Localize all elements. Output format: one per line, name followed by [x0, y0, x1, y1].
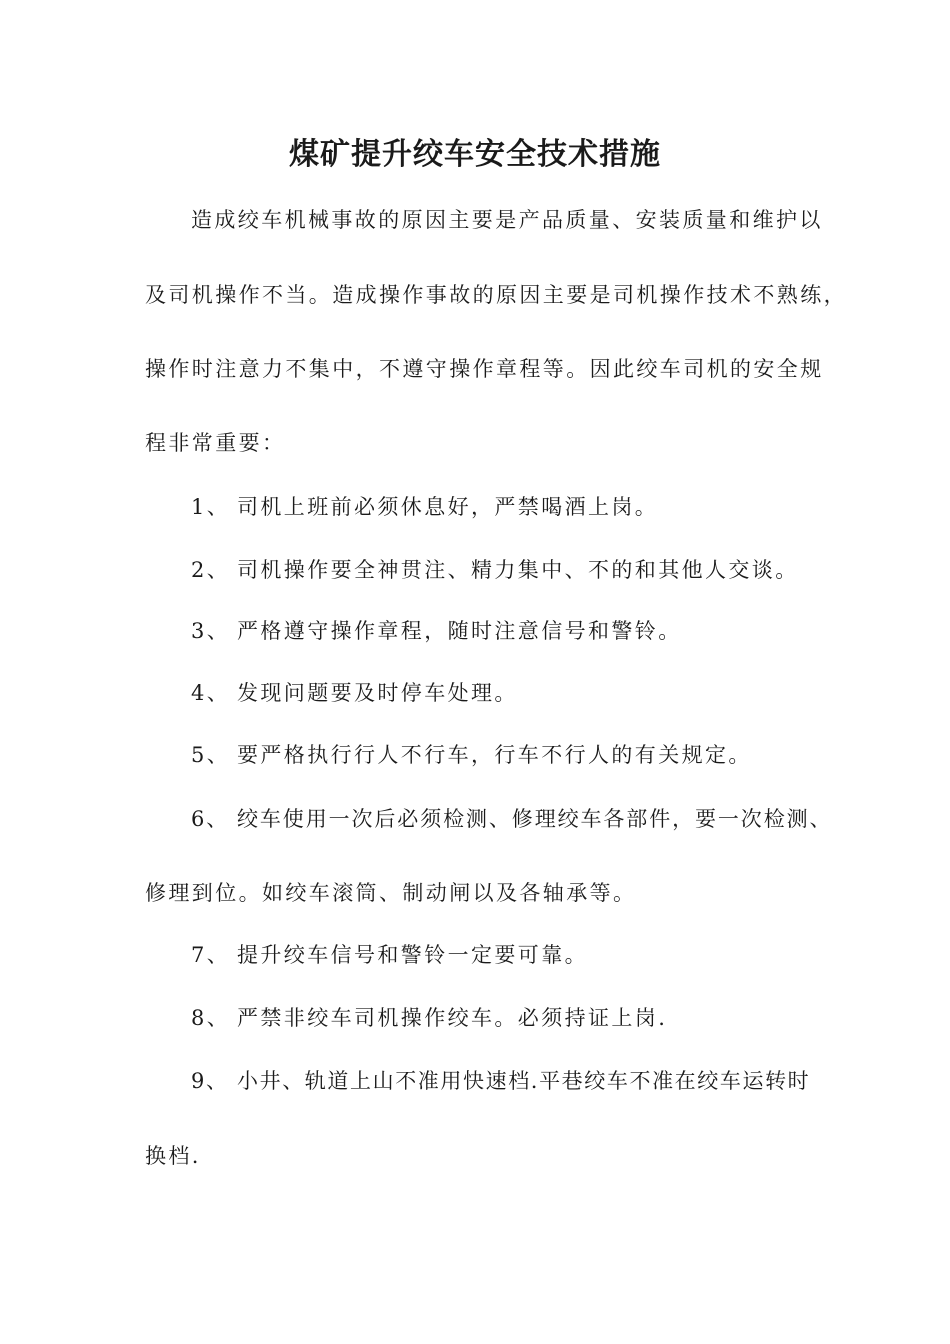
list-item-text: 严格遵守操作章程，随时注意信号和警铃。 [237, 619, 682, 643]
list-item-number: 8、 [191, 1006, 231, 1030]
list-item-number: 6、 [191, 807, 230, 831]
list-item [191, 940, 588, 970]
list-item [191, 1066, 810, 1096]
list-item [191, 678, 518, 708]
document-title: 煤矿提升绞车安全技术措施 [289, 137, 661, 172]
list-item-number: 2、 [191, 558, 231, 582]
list-item-number: 1、 [191, 495, 231, 519]
list-item-number: 9、 [191, 1069, 229, 1093]
list-item-number: 7、 [191, 943, 231, 967]
list-item-text: 司机操作要全神贯注、精力集中、不的和其他人交谈。 [237, 558, 799, 582]
list-item [191, 1003, 667, 1033]
intro-line-4: 程非常重要： [145, 431, 286, 455]
list-item-text: 提升绞车信号和警铃一定要可靠。 [237, 943, 588, 967]
list-item [191, 616, 682, 646]
intro-line-1: 造成绞车机械事故的原因主要是产品质量、安装质量和维护以 [191, 208, 823, 232]
intro-line-2: 及司机操作不当。造成操作事故的原因主要是司机操作技术不熟练， [145, 283, 847, 307]
list-item [191, 804, 832, 834]
list-item-continuation: 修理到位。如绞车滚筒、制动闸以及各轴承等。 [145, 881, 637, 905]
list-item [191, 740, 752, 770]
list-item-text: 发现问题要及时停车处理。 [237, 681, 518, 705]
list-item-text: 小井、轨道上山不准用快速档.平巷绞车不准在绞车运转时 [237, 1069, 811, 1093]
list-item-continuation: 换档. [145, 1144, 201, 1168]
list-item-number: 4、 [191, 681, 231, 705]
list-item [191, 492, 658, 522]
intro-line-3: 操作时注意力不集中，不遵守操作章程等。因此绞车司机的安全规 [145, 357, 824, 381]
list-item-text: 司机上班前必须休息好，严禁喝酒上岗。 [237, 495, 659, 519]
list-item-number: 5、 [191, 743, 231, 767]
list-item [191, 555, 799, 585]
list-item-number: 3、 [191, 619, 231, 643]
list-item-text: 绞车使用一次后必须检测、修理绞车各部件，要一次检测、 [237, 807, 833, 831]
list-item-text: 要严格执行行人不行车，行车不行人的有关规定。 [237, 743, 752, 767]
list-item-text: 严禁非绞车司机操作绞车。必须持证上岗. [237, 1006, 668, 1030]
